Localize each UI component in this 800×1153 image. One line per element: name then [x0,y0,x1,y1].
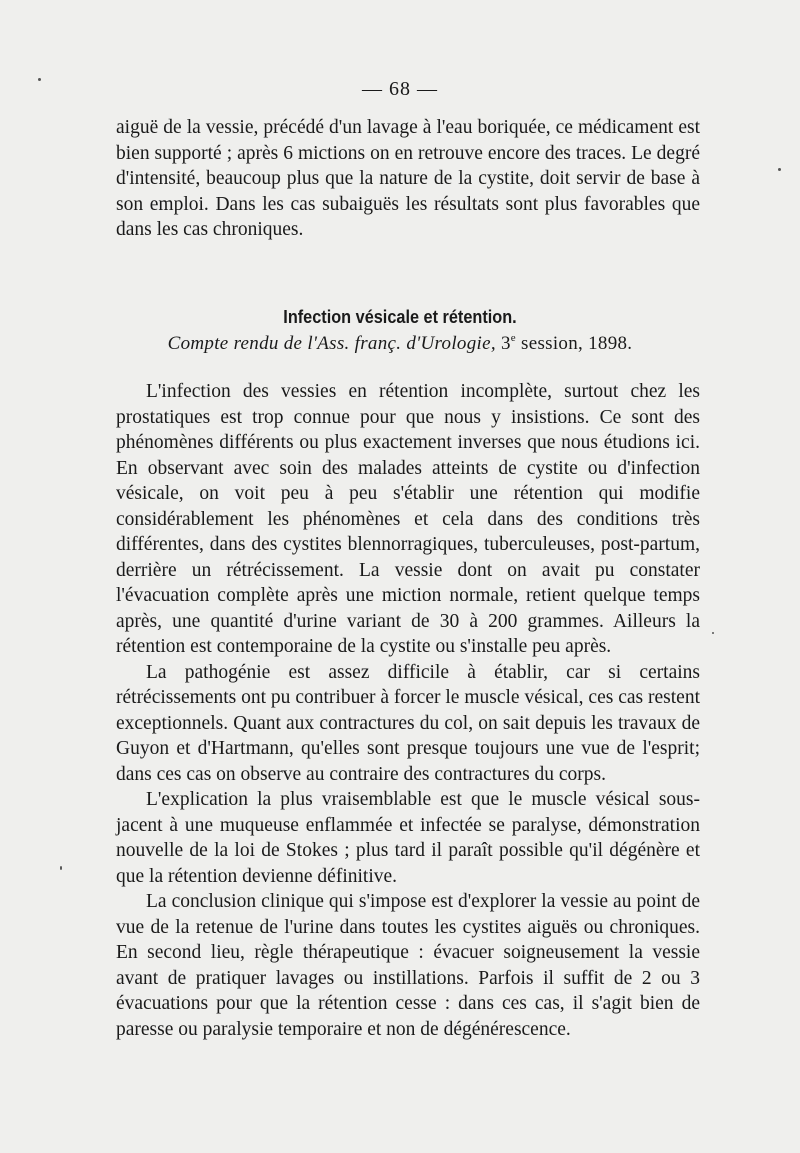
section-subtitle [0,333,800,355]
subtitle-session-rest: session, 1898. [521,333,633,354]
body-text [116,379,700,1042]
intro-paragraph-block [116,115,700,243]
body-paragraph-3: L'explication la plus vraisemblable est que le muscle vésical sous-jacent à une muqueuse enflammée et infectée se paralyse, démonstration nouvelle de la loi de Stokes ; plus tard il paraît possible qu'il dégénère et que la rétention devienne définitive. [116,789,700,887]
page-number: — 68 — [362,78,438,100]
scan-speck [60,866,62,870]
subtitle-session-number: 3e [500,332,516,354]
subtitle-source: Compte rendu de l'Ass. franç. d'Urologie, [167,333,496,354]
intro-paragraph: aiguë de la vessie, précédé d'un lavage à l'eau boriquée, ce médicament est bien supporté ; après 6 mictions on en retrouve encore des traces. Le degré d'intensité, beaucoup plus que la nature de la cystite, doit servir de base à son emploi. Dans les cas subaiguës les résultats sont plus favorables que dans les cas chroniques. [116,117,700,240]
body-paragraph-4: La conclusion clinique qui s'impose est d'explorer la vessie au point de vue de la retenue de l'urine dans toutes les cystites aiguës ou chroniques. En second lieu, règle thérapeutique : évacuer soigneusement la vessie avant de pratiquer lavages ou instillations. Parfois il suffit de 2 ou 3 évacuations pour que la rétention cesse : dans ces cas, il s'agit bien de paresse ou paralysie temporaire et non de dégénérescence. [116,891,700,1040]
section-title: Infection vésicale et rétention. [283,306,517,327]
scan-speck [712,632,714,634]
scan-speck [38,78,41,81]
body-paragraph-1: L'infection des vessies en rétention incomplète, surtout chez les prostatiques est trop connue pour que nous y insistions. Ce sont des phénomènes différents ou plus exactement inverses que nous étudions ici. En observant avec soin des malades atteints de cystite ou d'infection vésicale, on voit peu à peu s'établir une rétention qui modifie considérablement les phénomènes et cela dans des conditions très différentes, dans des cystites blennorragiques, tuberculeuses, post-partum, derrière un rétrécissement. La vessie dont on avait pu constater l'évacuation complète après une miction normale, retient quelque temps après, une quantité d'urine variant de 30 à 200 grammes. Ailleurs la rétention est contemporaine de la cystite ou s'installe peu après. [116,381,700,657]
body-paragraph-2: La pathogénie est assez difficile à établir, car si certains rétrécissements ont pu contribuer à forcer le muscle vésical, ces cas restent exceptionnels. Quant aux contractures du col, on sait depuis les travaux de Guyon et d'Hartmann, qu'elles sont presque toujours une vue de l'esprit; dans ces cas on observe au contraire des contractures du corps. [116,661,700,785]
scan-speck [778,168,781,171]
